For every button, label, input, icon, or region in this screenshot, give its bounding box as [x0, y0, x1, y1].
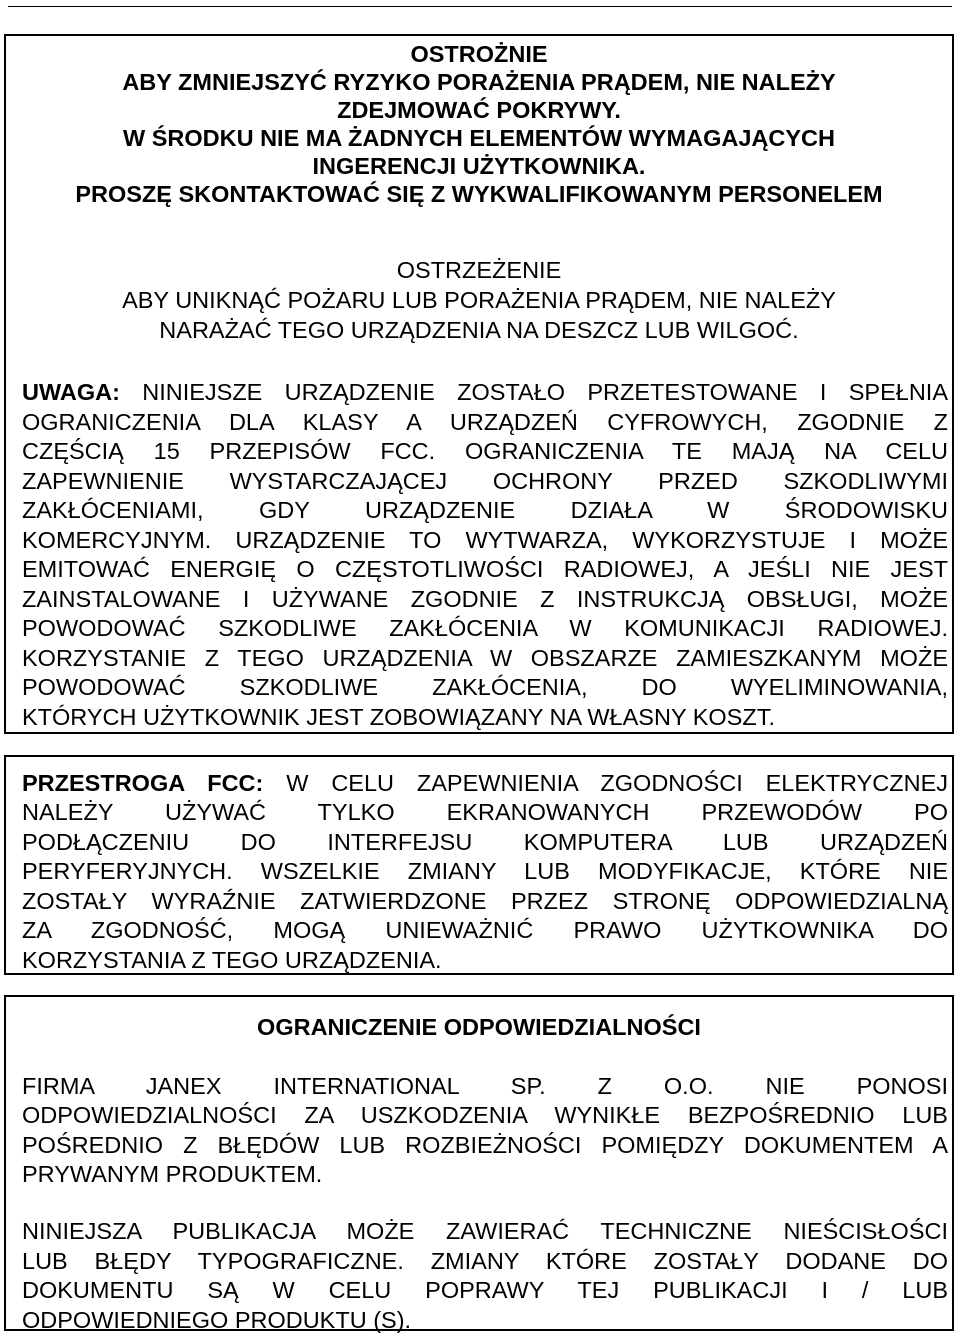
fcc-line: PERYFERYJNYCH. WSZELKIE ZMIANY LUB MODYFIKACJE, KTÓRE NIE	[22, 858, 948, 884]
notice-label: UWAGA:	[22, 379, 120, 405]
notice-line: KOMERCYJNYM. URZĄDZENIE TO WYTWARZA, WYKORZYSTUJE I MOŻE	[22, 527, 948, 553]
caution-line: INGERENCJI UŻYTKOWNIKA.	[312, 153, 646, 179]
caution-line: W ŚRODKU NIE MA ŻADNYCH ELEMENTÓW WYMAGAJĄCYCH	[123, 125, 835, 151]
publication-line: DOKUMENTU SĄ W CELU POPRAWY TEJ PUBLIKACJI I / LUB	[22, 1277, 948, 1303]
caution-title: OSTROŻNIE	[410, 41, 548, 67]
notice-line: KTÓRYCH UŻYTKOWNIK JEST ZOBOWIĄZANY NA WŁASNY KOSZT.	[22, 704, 775, 730]
fcc-line: PRZESTROGA FCC: W CELU ZAPEWNIENIA ZGODNOŚCI ELEKTRYCZNEJ	[22, 770, 949, 796]
notice-line: POWODOWAĆ SZKODLIWE ZAKŁÓCENIA W KOMUNIKACJI RADIOWEJ.	[22, 615, 948, 641]
liability-line: ODPOWIEDZIALNOŚCI ZA USZKODZENIA WYNIKŁE BEZPOŚREDNIO LUB	[22, 1102, 948, 1128]
notice-line: POWODOWAĆ SZKODLIWE ZAKŁÓCENIA, DO WYELIMINOWANIA,	[22, 674, 948, 700]
fcc-line: NALEŻY UŻYWAĆ TYLKO EKRANOWANYCH PRZEWODÓW PO	[22, 799, 948, 825]
notice-line: KORZYSTANIE Z TEGO URZĄDZENIA W OBSZARZE ZAMIESZKANYM MOŻE	[22, 645, 948, 671]
notice-line: CZĘŚCIĄ 15 PRZEPISÓW FCC. OGRANICZENIA TE MAJĄ NA CELU	[22, 438, 948, 464]
notice-line: OGRANICZENIA DLA KLASY A URZĄDZEŃ CYFROWYCH, ZGODNIE Z	[22, 409, 948, 435]
notice-line: UWAGA: NINIEJSZE URZĄDZENIE ZOSTAŁO PRZETESTOWANE I SPEŁNIA	[22, 379, 948, 405]
warning-line: NARAŻAĆ TEGO URZĄDZENIA NA DESZCZ LUB WILGOĆ.	[159, 317, 799, 343]
fcc-label: PRZESTROGA FCC:	[22, 770, 264, 796]
liability-box	[4, 995, 954, 1331]
notice-line: ZAINSTALOWANE I UŻYWANE ZGODNIE Z INSTRUKCJĄ OBSŁUGI, MOŻE	[22, 586, 948, 612]
fcc-caution-box	[4, 755, 954, 975]
safety-notice-box	[4, 34, 954, 734]
notice-line: ZAKŁÓCENIAMI, GDY URZĄDZENIE DZIAŁA W ŚRODOWISKU	[22, 497, 948, 523]
publication-line: ODPOWIEDNIEGO PRODUKTU (S).	[22, 1307, 412, 1333]
liability-line: POŚREDNIO Z BŁĘDÓW LUB ROZBIEŻNOŚCI POMIĘDZY DOKUMENTEM A	[22, 1132, 948, 1158]
liability-heading: OGRANICZENIE ODPOWIEDZIALNOŚCI	[257, 1014, 701, 1040]
fcc-line: ZA ZGODNOŚĆ, MOGĄ UNIEWAŻNIĆ PRAWO UŻYTKOWNIKA DO	[22, 917, 948, 943]
publication-line: LUB BŁĘDY TYPOGRAFICZNE. ZMIANY KTÓRE ZOSTAŁY DODANE DO	[22, 1248, 948, 1274]
fcc-line: ZOSTAŁY WYRAŹNIE ZATWIERDZONE PRZEZ STRONĘ ODPOWIEDZIALNĄ	[22, 888, 948, 914]
caution-line: ZDEJMOWAĆ POKRYWY.	[337, 97, 621, 123]
notice-line: EMITOWAĆ ENERGIĘ O CZĘSTOTLIWOŚCI RADIOWEJ, A JEŚLI NIE JEST	[22, 556, 948, 582]
liability-line: PRYWANYM PRODUKTEM.	[22, 1161, 323, 1187]
publication-line: NINIEJSZA PUBLIKACJA MOŻE ZAWIERAĆ TECHNICZNE NIEŚCISŁOŚCI	[22, 1218, 948, 1244]
caution-line: PROSZĘ SKONTAKTOWAĆ SIĘ Z WYKWALIFIKOWANYM PERSONELEM	[75, 181, 883, 207]
warning-title: OSTRZEŻENIE	[396, 257, 562, 283]
caution-line: ABY ZMNIEJSZYĆ RYZYKO PORAŻENIA PRĄDEM, NIE NALEŻY	[122, 69, 836, 95]
fcc-line: PODŁĄCZENIU DO INTERFEJSU KOMPUTERA LUB URZĄDZEŃ	[22, 829, 948, 855]
liability-line: FIRMA JANEX INTERNATIONAL SP. Z O.O. NIE PONOSI	[22, 1073, 948, 1099]
fcc-line: KORZYSTANIA Z TEGO URZĄDZENIA.	[22, 947, 442, 973]
top-rule	[8, 6, 952, 7]
notice-line: ZAPEWNIENIE WYSTARCZAJĄCEJ OCHRONY PRZED SZKODLIWYMI	[22, 468, 948, 494]
warning-line: ABY UNIKNĄĆ POŻARU LUB PORAŻENIA PRĄDEM, NIE NALEŻY	[122, 287, 836, 313]
